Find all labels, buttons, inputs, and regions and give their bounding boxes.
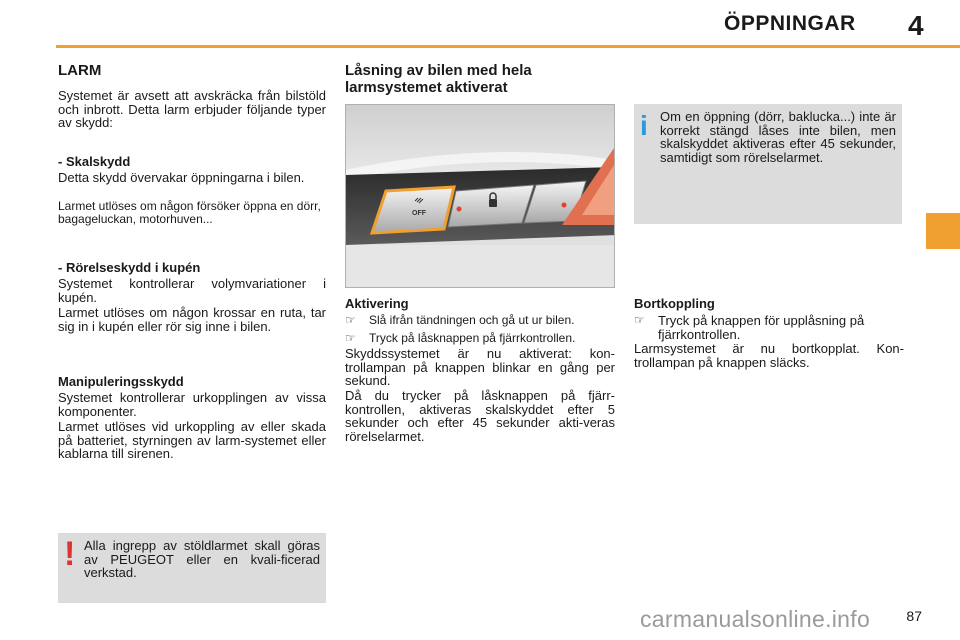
info-box [634,104,902,224]
warning-text: Alla ingrepp av stöldlarmet skall göras av PEUGEOT eller en kvali-ficerad verkstad. [84,538,320,580]
skalskydd-heading: - Skalskydd [58,154,131,169]
rorelseskydd-text-2: Larmet utlöses om någon krossar en ruta, tar sig in i kupén eller rör sig inne i bilen. [58,305,326,334]
alarm-button-photo [345,104,615,288]
list-item [345,332,615,345]
aktivering-step-2: Tryck på låsknappen på fjärrkontrollen. [369,331,576,345]
bortkoppling-heading: Bortkoppling [634,296,715,311]
aktivering-heading: Aktivering [345,296,409,311]
alarm-button-illustration [346,105,615,288]
aktivering-list [345,314,615,350]
info-text: Om en öppning (dörr, baklucka...) inte är korrekt stängd låses inte bilen, men skalskyddet aktiveras efter 45 sekunder, samtidigt som rörelselarmet. [660,109,896,165]
manipulering-heading: Manipuleringsskydd [58,374,184,389]
list-item [345,314,615,327]
rorelseskydd-text-1: Systemet kontrollerar volymvariationer i kupén. [58,276,326,305]
chapter-title: ÖPPNINGAR [724,12,856,35]
skalskydd-text-1: Detta skydd övervakar öppningarna i bilen. [58,170,305,185]
info-icon: i [640,110,648,141]
page-number: 87 [906,608,922,624]
larm-intro: Systemet är avsett att avskräcka från bilstöld och inbrott. Detta larm erbjuder följande typer av skydd: [58,88,326,130]
exclamation-icon: ! [64,535,76,573]
aktivering-step-1: Slå ifrån tändningen och gå ut ur bilen. [369,313,575,327]
skalskydd-text-2: Larmet utlöses om någon försöker öppna en dörr, bagageluckan, motorhuven... [58,199,321,226]
larm-heading [58,62,326,79]
larm-heading-text: LARM [58,62,102,79]
bortkoppling-text: Larmsystemet är nu bortkopplat. Kon-trollampan på knappen släcks. [634,341,904,370]
chapter-side-tab [926,213,960,249]
warning-box [58,533,326,603]
lock-section-heading: Låsning av bilen med hela larmsystemet aktiverat [345,62,532,96]
list-item [634,314,904,341]
pointing-hand-icon: ☞ [634,313,645,327]
off-label: OFF [412,210,426,217]
manipulering-text-2: Larmet utlöses vid urkoppling av eller skada på batteriet, styrningen av larm-systemet eller kablarna till sirenen. [58,419,326,461]
watermark: carmanualsonline.info [640,606,871,632]
manipulering-text-1: Systemet kontrollerar urkopplingen av vissa komponenter. [58,390,326,419]
bortkoppling-step-1: Tryck på knappen för upplåsning på fjärrkontrollen. [658,313,865,342]
aktivering-text-2: Då du trycker på låsknappen på fjärr-kontrollen, aktiveras skalskyddet efter 5 sekunder och efter 45 sekunder akti-veras rörelselarmet. [345,388,615,444]
pointing-hand-icon: ☞ [345,313,356,327]
chapter-number: 4 [908,10,924,41]
aktivering-text-1: Skyddssystemet är nu aktiverat: kon-trollampan på knappen blinkar en gång per sekund. [345,346,615,388]
pointing-hand-icon: ☞ [345,331,356,345]
rorelseskydd-heading: - Rörelseskydd i kupén [58,260,201,275]
header-divider [56,45,960,48]
